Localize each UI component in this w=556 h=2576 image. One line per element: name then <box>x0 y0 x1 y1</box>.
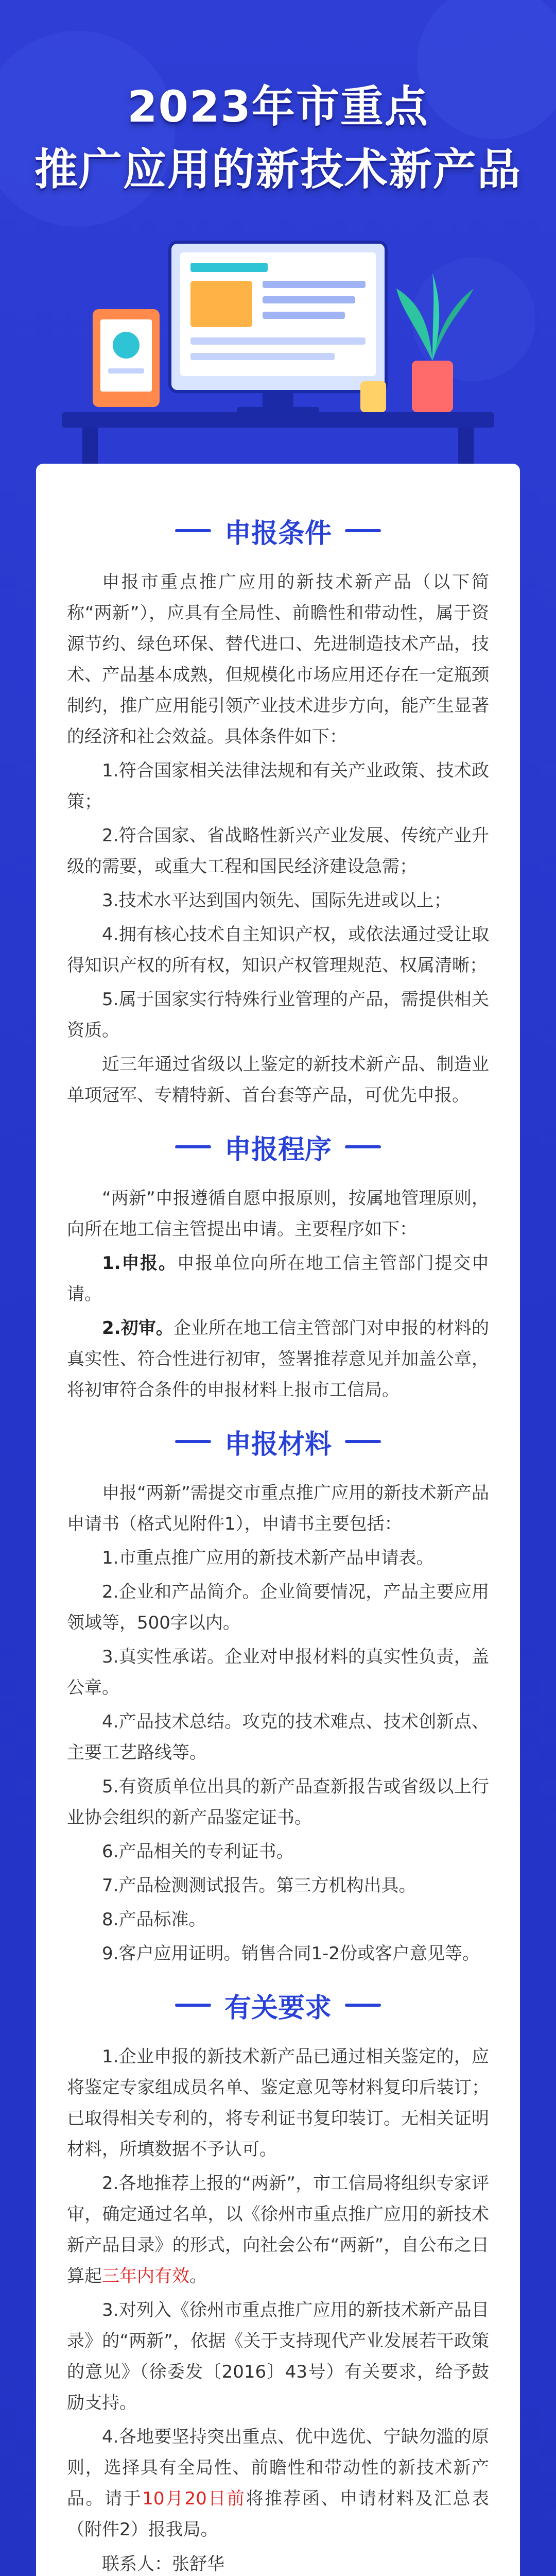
conditions-item: 4.拥有核心技术自主知识产权，或依法通过受让取得知识产权的所有权，知识产权管理规范、权属清晰； <box>67 924 489 976</box>
materials-item: 4.产品技术总结。攻克的技术难点、技术创新点、主要工艺路线等。 <box>67 1711 489 1763</box>
step-label: 1.申报。 <box>102 1253 177 1274</box>
conditions-item: 2.符合国家、省战略性新兴产业发展、传统产业升级的需要，或重大工程和国民经济建设急需； <box>67 825 489 877</box>
section-title: 申报程序 <box>224 1134 332 1165</box>
hero-banner <box>0 0 556 464</box>
section-title: 有关要求 <box>224 1992 332 2024</box>
highlight-deadline: 10月20日前 <box>142 2488 246 2509</box>
page-title-line1: 2023年市重点 <box>127 81 429 132</box>
conditions-paragraph: 申报市重点推广应用的新技术新产品（以下简称“两新”），应具有全局性、前瞻性和带动性，属于资源节约、绿色环保、替代进口、先进制造技术产品，技术、产品基本成熟，但规模化市场应用还存在一定瓶颈制约，推广应用能引领产业技术进步方向，能产生显著的经济和社会效益。具体条件如下： <box>67 572 489 747</box>
content-card <box>36 464 520 2576</box>
materials-item: 7.产品检测测试报告。第三方机构出具。 <box>102 1875 416 1896</box>
materials-intro: 申报“两新”需提交市重点推广应用的新技术新产品申请书（格式见附件1），申请书主要包括： <box>67 1483 489 1534</box>
materials-item: 8.产品标准。 <box>102 1909 206 1930</box>
step-text: 企业所在地工信主管部门对申报的材料的真实性、符合性进行初审，签署推荐意见并加盖公章，将初审符合条件的申报材料上报市工信局。 <box>67 1318 490 1400</box>
text-segment: 将推荐函、申请材料及汇总表（附件2）报我局。 <box>67 2488 490 2540</box>
procedure-step-1 <box>67 1248 489 1310</box>
heading-dash <box>345 529 381 532</box>
heading-dash <box>345 1145 381 1148</box>
heading-dash <box>345 2004 381 2007</box>
procedure-intro: “两新”申报遵循自愿申报原则，按属地管理原则，向所在地工信主管提出申请。主要程序如下： <box>67 1188 489 1240</box>
text-segment: 2.各地推荐上报的“两新”，市工信局将组织专家评审，确定通过名单，以《徐州市重点推广应用的新技术新产品目录》的形式，向社会公布“两新”，自公布之日算起 <box>67 2173 489 2286</box>
materials-item: 1.市重点推广应用的新技术新产品申请表。 <box>102 1548 434 1568</box>
page-title-line2: 推广应用的新技术新产品 <box>34 144 522 195</box>
step-text: 申报单位向所在地工信主管部门提交申请。 <box>67 1253 490 1304</box>
conditions-note: 近三年通过省级以上鉴定的新技术新产品、制造业单项冠军、专精特新、首台套等产品，可优先申报。 <box>67 1054 489 1106</box>
heading-dash <box>175 2004 211 2007</box>
text-segment: 4.各地要坚持突出重点、优中选优、宁缺勿滥的原则，选择具有全局性、前瞻性和带动性的新技术新产品。请于 <box>67 2427 489 2509</box>
contact-person <box>102 2548 489 2576</box>
materials-item: 3.真实性承诺。企业对申报材料的真实性负责，盖公章。 <box>67 1647 489 1698</box>
heading-dash <box>345 1440 381 1443</box>
section-heading-procedure <box>67 1126 489 1167</box>
materials-item: 5.有资质单位出具的新产品查新报告或省级以上行业协会组织的新产品鉴定证书。 <box>67 1776 489 1828</box>
section-heading-conditions <box>67 510 489 551</box>
section-heading-requirements <box>67 1985 489 2026</box>
highlight-validity: 三年内有效 <box>102 2266 189 2286</box>
section-title: 申报条件 <box>224 518 332 549</box>
heading-dash <box>175 1145 211 1148</box>
hero-illustration <box>0 0 556 464</box>
contact-person-label: 联系人： <box>102 2554 172 2574</box>
text-segment: 。 <box>189 2266 207 2286</box>
contact-person-name: 张舒华 <box>172 2554 224 2574</box>
heading-dash <box>175 529 211 532</box>
conditions-item: 5.属于国家实行特殊行业管理的产品，需提供相关资质。 <box>67 989 489 1041</box>
conditions-item: 3.技术水平达到国内领先、国际先进或以上； <box>102 890 451 911</box>
materials-item: 9.客户应用证明。销售合同1-2份或客户意见等。 <box>102 1943 480 1964</box>
procedure-step-2 <box>67 1313 489 1405</box>
requirements-item-1: 1.企业申报的新技术新产品已通过相关鉴定的，应将鉴定专家组成员名单、鉴定意见等材料复印后装订；已取得相关专利的，将专利证书复印装订。无相关证明材料，所填数据不予认可。 <box>67 2046 489 2160</box>
section-heading-materials <box>67 1421 489 1462</box>
requirements-item-2 <box>67 2168 489 2292</box>
requirements-item-3: 3.对列入《徐州市重点推广应用的新技术新产品目录》的“两新”，依据《关于支持现代产业发展若干政策的意见》（徐委发〔2016〕43号）有关要求，给予鼓励支持。 <box>67 2300 489 2413</box>
section-title: 申报材料 <box>224 1429 332 1460</box>
conditions-item: 1.符合国家相关法律法规和有关产业政策、技术政策； <box>67 760 489 812</box>
materials-item: 2.企业和产品简介。企业简要情况，产品主要应用领域等，500字以内。 <box>67 1582 489 1633</box>
materials-item: 6.产品相关的专利证书。 <box>102 1841 294 1862</box>
contact-block <box>67 2548 489 2576</box>
requirements-item-4 <box>67 2421 489 2545</box>
heading-dash <box>175 1440 211 1443</box>
step-label: 2.初审。 <box>102 1318 173 1338</box>
